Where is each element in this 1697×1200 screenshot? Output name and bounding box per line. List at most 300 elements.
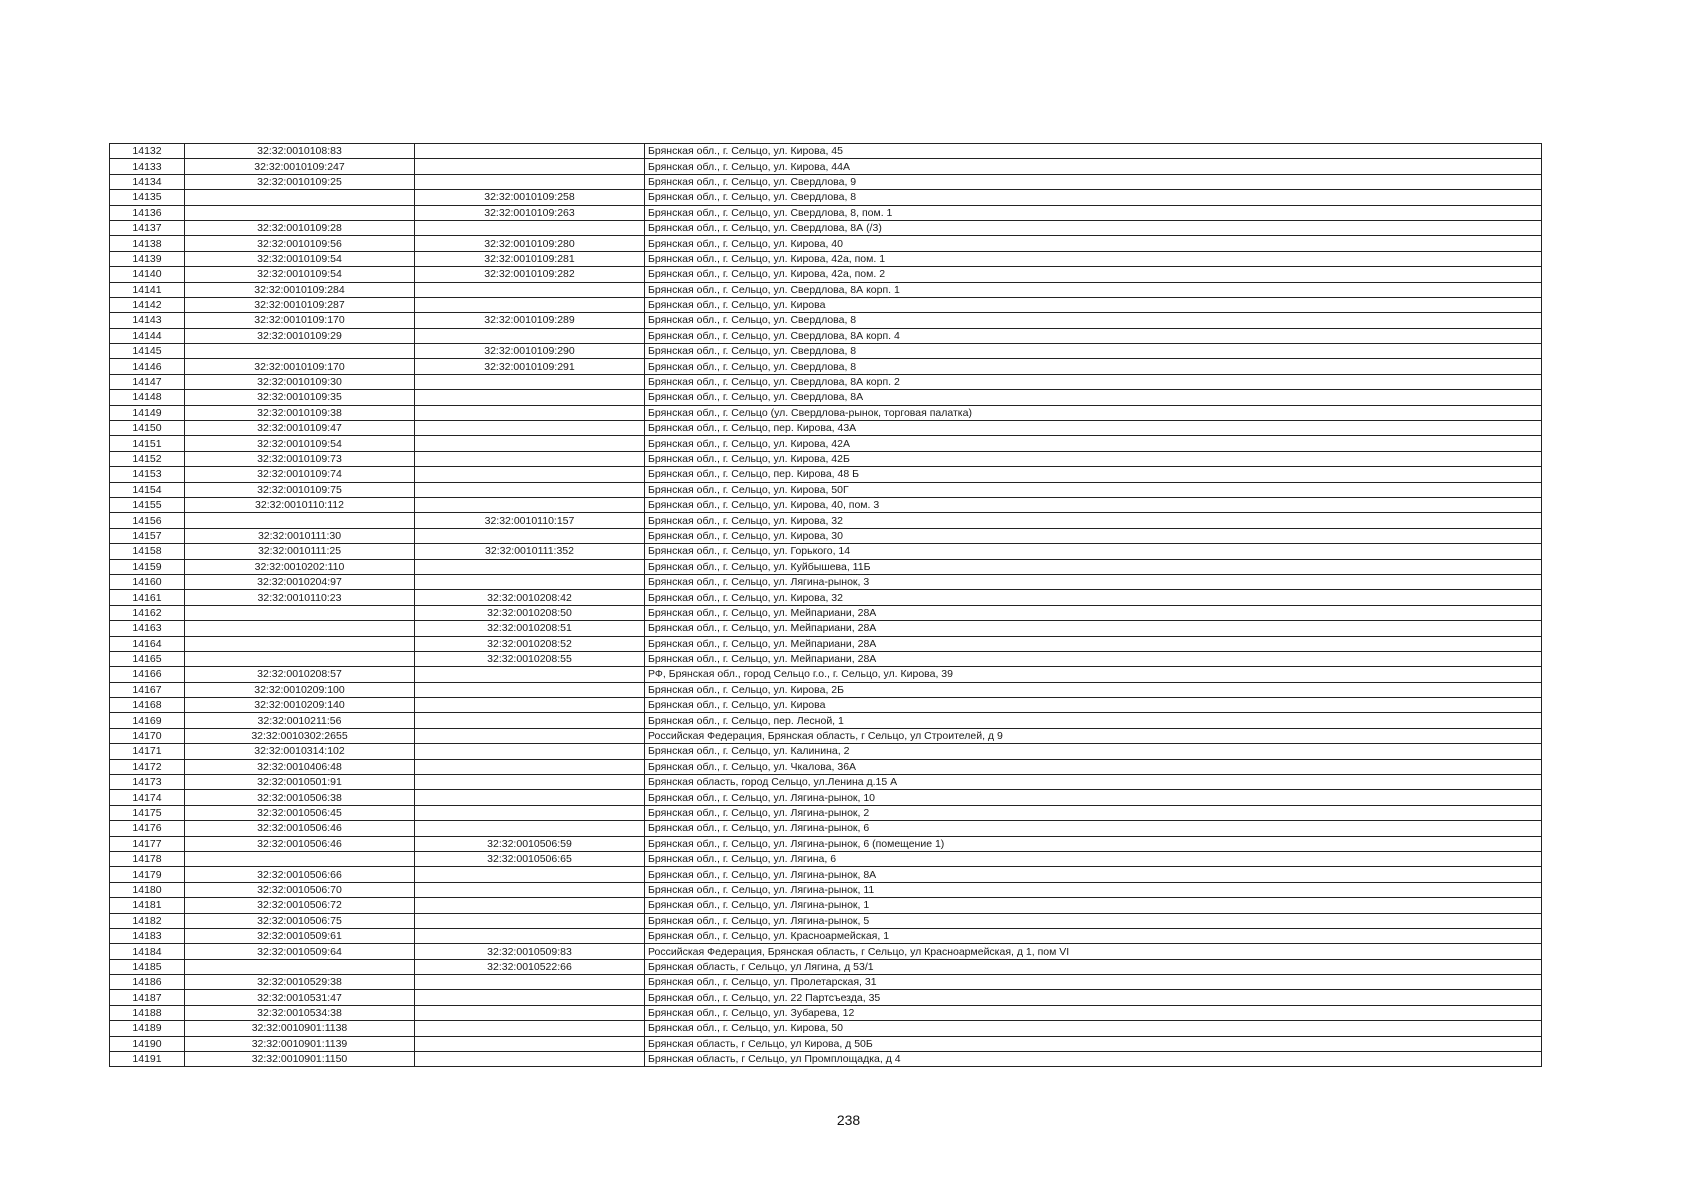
- address-cell: Российская Федерация, Брянская область, г Сельцо, ул Строителей, д 9: [645, 728, 1542, 743]
- related-cadastral-number-cell: [415, 667, 645, 682]
- registry-table-body: [110, 144, 1542, 1067]
- address-cell: Брянская обл., г. Сельцо, ул. Лягина, 6: [645, 851, 1542, 866]
- cadastral-number-cell: 32:32:0010211:56: [185, 713, 415, 728]
- related-cadastral-number-cell: 32:32:0010522:66: [415, 959, 645, 974]
- address-cell: Брянская обл., г. Сельцо, ул. Кирова, 42Б: [645, 451, 1542, 466]
- related-cadastral-number-cell: 32:32:0010208:52: [415, 636, 645, 651]
- row-number-cell: 14187: [110, 990, 185, 1005]
- address-cell: Брянская обл., г. Сельцо, ул. Кирова, 32: [645, 590, 1542, 605]
- related-cadastral-number-cell: 32:32:0010109:289: [415, 313, 645, 328]
- cadastral-number-cell: 32:32:0010209:100: [185, 682, 415, 697]
- table-row: [110, 205, 1542, 220]
- table-row: [110, 159, 1542, 174]
- row-number-cell: 14134: [110, 174, 185, 189]
- related-cadastral-number-cell: [415, 559, 645, 574]
- address-cell: Брянская обл., г. Сельцо, ул. Свердлова, 8А: [645, 390, 1542, 405]
- address-cell: Брянская обл., г. Сельцо, ул. Горького, 14: [645, 544, 1542, 559]
- table-row: [110, 636, 1542, 651]
- cadastral-number-cell: 32:32:0010204:97: [185, 574, 415, 589]
- table-row: [110, 190, 1542, 205]
- address-cell: Брянская обл., г. Сельцо, ул. Свердлова, 8А корп. 1: [645, 282, 1542, 297]
- related-cadastral-number-cell: 32:32:0010506:59: [415, 836, 645, 851]
- related-cadastral-number-cell: 32:32:0010509:83: [415, 944, 645, 959]
- row-number-cell: 14141: [110, 282, 185, 297]
- related-cadastral-number-cell: [415, 990, 645, 1005]
- cadastral-number-cell: 32:32:0010509:64: [185, 944, 415, 959]
- row-number-cell: 14156: [110, 513, 185, 528]
- address-cell: Брянская обл., г. Сельцо, ул. Свердлова, 8: [645, 344, 1542, 359]
- table-row: [110, 267, 1542, 282]
- row-number-cell: 14132: [110, 144, 185, 159]
- related-cadastral-number-cell: [415, 867, 645, 882]
- table-row: [110, 390, 1542, 405]
- related-cadastral-number-cell: [415, 898, 645, 913]
- cadastral-number-cell: 32:32:0010506:38: [185, 790, 415, 805]
- related-cadastral-number-cell: [415, 975, 645, 990]
- table-row: [110, 251, 1542, 266]
- address-cell: Брянская обл., г. Сельцо, ул. Мейпариани, 28А: [645, 605, 1542, 620]
- row-number-cell: 14169: [110, 713, 185, 728]
- address-cell: Брянская область, г Сельцо, ул Лягина, д 53/1: [645, 959, 1542, 974]
- row-number-cell: 14144: [110, 328, 185, 343]
- address-cell: Брянская обл., г. Сельцо, ул. Лягина-рынок, 11: [645, 882, 1542, 897]
- cadastral-number-cell: 32:32:0010529:38: [185, 975, 415, 990]
- row-number-cell: 14147: [110, 374, 185, 389]
- address-cell: РФ, Брянская обл., город Сельцо г.о., г. Сельцо, ул. Кирова, 39: [645, 667, 1542, 682]
- row-number-cell: 14154: [110, 482, 185, 497]
- table-row: [110, 174, 1542, 189]
- related-cadastral-number-cell: [415, 775, 645, 790]
- address-cell: Брянская обл., г. Сельцо, ул. Кирова, 2Б: [645, 682, 1542, 697]
- related-cadastral-number-cell: 32:32:0010109:291: [415, 359, 645, 374]
- cadastral-number-cell: 32:32:0010109:170: [185, 359, 415, 374]
- row-number-cell: 14149: [110, 405, 185, 420]
- related-cadastral-number-cell: 32:32:0010109:280: [415, 236, 645, 251]
- row-number-cell: 14182: [110, 913, 185, 928]
- related-cadastral-number-cell: [415, 821, 645, 836]
- cadastral-number-cell: 32:32:0010109:73: [185, 451, 415, 466]
- cadastral-number-cell: 32:32:0010109:28: [185, 220, 415, 235]
- table-row: [110, 698, 1542, 713]
- related-cadastral-number-cell: [415, 698, 645, 713]
- address-cell: Брянская обл., г. Сельцо, пер. Кирова, 43А: [645, 421, 1542, 436]
- cadastral-number-cell: 32:32:0010109:56: [185, 236, 415, 251]
- page-number: 238: [836, 1112, 861, 1128]
- table-row: [110, 313, 1542, 328]
- cadastral-number-cell: 32:32:0010109:54: [185, 251, 415, 266]
- related-cadastral-number-cell: 32:32:0010208:42: [415, 590, 645, 605]
- related-cadastral-number-cell: [415, 451, 645, 466]
- address-cell: Брянская обл., г. Сельцо, ул. Лягина-рынок, 6 (помещение 1): [645, 836, 1542, 851]
- row-number-cell: 14167: [110, 682, 185, 697]
- related-cadastral-number-cell: [415, 482, 645, 497]
- related-cadastral-number-cell: [415, 759, 645, 774]
- cadastral-number-cell: [185, 959, 415, 974]
- address-cell: Брянская обл., г. Сельцо, ул. Кирова, 50: [645, 1021, 1542, 1036]
- row-number-cell: 14136: [110, 205, 185, 220]
- row-number-cell: 14176: [110, 821, 185, 836]
- related-cadastral-number-cell: [415, 1036, 645, 1051]
- table-row: [110, 405, 1542, 420]
- table-row: [110, 913, 1542, 928]
- table-row: [110, 344, 1542, 359]
- related-cadastral-number-cell: [415, 913, 645, 928]
- row-number-cell: 14189: [110, 1021, 185, 1036]
- related-cadastral-number-cell: [415, 805, 645, 820]
- table-row: [110, 144, 1542, 159]
- row-number-cell: 14173: [110, 775, 185, 790]
- row-number-cell: 14179: [110, 867, 185, 882]
- row-number-cell: 14183: [110, 928, 185, 943]
- cadastral-number-cell: 32:32:0010109:25: [185, 174, 415, 189]
- row-number-cell: 14166: [110, 667, 185, 682]
- row-number-cell: 14171: [110, 744, 185, 759]
- row-number-cell: 14184: [110, 944, 185, 959]
- cadastral-number-cell: 32:32:0010506:66: [185, 867, 415, 882]
- cadastral-number-cell: 32:32:0010109:38: [185, 405, 415, 420]
- table-row: [110, 590, 1542, 605]
- cadastral-number-cell: 32:32:0010208:57: [185, 667, 415, 682]
- address-cell: Брянская обл., г. Сельцо, ул. Кирова, 44А: [645, 159, 1542, 174]
- row-number-cell: 14162: [110, 605, 185, 620]
- table-row: [110, 713, 1542, 728]
- address-cell: Брянская обл., г. Сельцо, ул. Свердлова, 8, пом. 1: [645, 205, 1542, 220]
- table-row: [110, 944, 1542, 959]
- address-cell: Брянская обл., г. Сельцо, ул. Кирова, 40, пом. 3: [645, 497, 1542, 512]
- table-row: [110, 959, 1542, 974]
- address-cell: Брянская обл., г. Сельцо, ул. Чкалова, 36А: [645, 759, 1542, 774]
- address-cell: Брянская область, г Сельцо, ул Промплощадка, д 4: [645, 1052, 1542, 1067]
- cadastral-number-cell: 32:32:0010111:30: [185, 528, 415, 543]
- related-cadastral-number-cell: [415, 297, 645, 312]
- table-row: [110, 528, 1542, 543]
- address-cell: Брянская обл., г. Сельцо, ул. Свердлова, 8: [645, 190, 1542, 205]
- cadastral-number-cell: 32:32:0010109:47: [185, 421, 415, 436]
- row-number-cell: 14181: [110, 898, 185, 913]
- row-number-cell: 14155: [110, 497, 185, 512]
- cadastral-number-cell: 32:32:0010901:1138: [185, 1021, 415, 1036]
- cadastral-number-cell: [185, 344, 415, 359]
- table-row: [110, 513, 1542, 528]
- row-number-cell: 14186: [110, 975, 185, 990]
- table-row: [110, 836, 1542, 851]
- related-cadastral-number-cell: [415, 1005, 645, 1020]
- cadastral-number-cell: 32:32:0010506:75: [185, 913, 415, 928]
- address-cell: Российская Федерация, Брянская область, г Сельцо, ул Красноармейская, д 1, пом VI: [645, 944, 1542, 959]
- address-cell: Брянская обл., г. Сельцо, ул. Лягина-рынок, 2: [645, 805, 1542, 820]
- cadastral-number-cell: 32:32:0010531:47: [185, 990, 415, 1005]
- table-row: [110, 497, 1542, 512]
- row-number-cell: 14137: [110, 220, 185, 235]
- address-cell: Брянская обл., г. Сельцо, ул. Кирова, 40: [645, 236, 1542, 251]
- related-cadastral-number-cell: 32:32:0010109:290: [415, 344, 645, 359]
- cadastral-number-cell: 32:32:0010109:30: [185, 374, 415, 389]
- related-cadastral-number-cell: 32:32:0010208:51: [415, 621, 645, 636]
- address-cell: Брянская обл., г. Сельцо, ул. Красноармейская, 1: [645, 928, 1542, 943]
- related-cadastral-number-cell: 32:32:0010208:50: [415, 605, 645, 620]
- table-row: [110, 775, 1542, 790]
- related-cadastral-number-cell: [415, 159, 645, 174]
- row-number-cell: 14153: [110, 467, 185, 482]
- related-cadastral-number-cell: [415, 882, 645, 897]
- table-row: [110, 220, 1542, 235]
- cadastral-number-cell: [185, 205, 415, 220]
- row-number-cell: 14172: [110, 759, 185, 774]
- related-cadastral-number-cell: [415, 328, 645, 343]
- cadastral-number-cell: [185, 605, 415, 620]
- cadastral-number-cell: 32:32:0010110:112: [185, 497, 415, 512]
- address-cell: Брянская обл., г. Сельцо, ул. Свердлова, 8: [645, 359, 1542, 374]
- row-number-cell: 14164: [110, 636, 185, 651]
- cadastral-number-cell: 32:32:0010110:23: [185, 590, 415, 605]
- cadastral-number-cell: 32:32:0010506:70: [185, 882, 415, 897]
- address-cell: Брянская обл., г. Сельцо, ул. Мейпариани, 28А: [645, 621, 1542, 636]
- cadastral-number-cell: [185, 621, 415, 636]
- row-number-cell: 14185: [110, 959, 185, 974]
- cadastral-number-cell: 32:32:0010509:61: [185, 928, 415, 943]
- table-row: [110, 728, 1542, 743]
- cadastral-number-cell: 32:32:0010109:54: [185, 267, 415, 282]
- cadastral-number-cell: [185, 190, 415, 205]
- address-cell: Брянская обл., г. Сельцо, ул. Кирова: [645, 698, 1542, 713]
- table-row: [110, 328, 1542, 343]
- table-row: [110, 682, 1542, 697]
- address-cell: Брянская обл., г. Сельцо, ул. Лягина-рынок, 8А: [645, 867, 1542, 882]
- row-number-cell: 14174: [110, 790, 185, 805]
- cadastral-number-cell: 32:32:0010109:74: [185, 467, 415, 482]
- related-cadastral-number-cell: 32:32:0010208:55: [415, 651, 645, 666]
- table-row: [110, 559, 1542, 574]
- related-cadastral-number-cell: [415, 282, 645, 297]
- cadastral-number-cell: 32:32:0010314:102: [185, 744, 415, 759]
- table-row: [110, 898, 1542, 913]
- address-cell: Брянская обл., г. Сельцо, ул. Лягина-рынок, 1: [645, 898, 1542, 913]
- related-cadastral-number-cell: [415, 790, 645, 805]
- table-row: [110, 975, 1542, 990]
- related-cadastral-number-cell: [415, 1052, 645, 1067]
- cadastral-number-cell: [185, 513, 415, 528]
- table-row: [110, 544, 1542, 559]
- related-cadastral-number-cell: [415, 436, 645, 451]
- row-number-cell: 14151: [110, 436, 185, 451]
- cadastral-number-cell: 32:32:0010406:48: [185, 759, 415, 774]
- cadastral-number-cell: 32:32:0010109:54: [185, 436, 415, 451]
- address-cell: Брянская обл., г. Сельцо (ул. Свердлова-рынок, торговая палатка): [645, 405, 1542, 420]
- table-row: [110, 805, 1542, 820]
- table-row: [110, 605, 1542, 620]
- address-cell: Брянская обл., г. Сельцо, ул. Свердлова, 8А (/3): [645, 220, 1542, 235]
- related-cadastral-number-cell: [415, 928, 645, 943]
- table-row: [110, 282, 1542, 297]
- related-cadastral-number-cell: [415, 728, 645, 743]
- row-number-cell: 14177: [110, 836, 185, 851]
- row-number-cell: 14178: [110, 851, 185, 866]
- cadastral-number-cell: 32:32:0010302:2655: [185, 728, 415, 743]
- address-cell: Брянская обл., г. Сельцо, ул. Кирова, 45: [645, 144, 1542, 159]
- cadastral-number-cell: [185, 851, 415, 866]
- cadastral-number-cell: 32:32:0010506:45: [185, 805, 415, 820]
- table-row: [110, 1036, 1542, 1051]
- cadastral-number-cell: 32:32:0010901:1139: [185, 1036, 415, 1051]
- cadastral-number-cell: [185, 636, 415, 651]
- cadastral-number-cell: 32:32:0010109:35: [185, 390, 415, 405]
- related-cadastral-number-cell: [415, 220, 645, 235]
- address-cell: Брянская обл., г. Сельцо, ул. Мейпариани, 28А: [645, 636, 1542, 651]
- table-row: [110, 990, 1542, 1005]
- table-row: [110, 1005, 1542, 1020]
- table-row: [110, 359, 1542, 374]
- cadastral-number-cell: 32:32:0010109:247: [185, 159, 415, 174]
- address-cell: Брянская обл., г. Сельцо, ул. Зубарева, 12: [645, 1005, 1542, 1020]
- address-cell: Брянская обл., г. Сельцо, ул. Кирова, 32: [645, 513, 1542, 528]
- cadastral-number-cell: 32:32:0010506:46: [185, 821, 415, 836]
- address-cell: Брянская обл., г. Сельцо, ул. Лягина-рынок, 10: [645, 790, 1542, 805]
- row-number-cell: 14138: [110, 236, 185, 251]
- table-row: [110, 867, 1542, 882]
- table-row: [110, 621, 1542, 636]
- related-cadastral-number-cell: [415, 682, 645, 697]
- related-cadastral-number-cell: [415, 574, 645, 589]
- row-number-cell: 14160: [110, 574, 185, 589]
- table-row: [110, 851, 1542, 866]
- cadastral-number-cell: 32:32:0010901:1150: [185, 1052, 415, 1067]
- cadastral-number-cell: 32:32:0010108:83: [185, 144, 415, 159]
- row-number-cell: 14145: [110, 344, 185, 359]
- related-cadastral-number-cell: 32:32:0010109:281: [415, 251, 645, 266]
- row-number-cell: 14135: [110, 190, 185, 205]
- related-cadastral-number-cell: [415, 144, 645, 159]
- row-number-cell: 14191: [110, 1052, 185, 1067]
- address-cell: Брянская обл., г. Сельцо, пер. Лесной, 1: [645, 713, 1542, 728]
- registry-table: [109, 143, 1542, 1067]
- cadastral-number-cell: [185, 651, 415, 666]
- related-cadastral-number-cell: [415, 390, 645, 405]
- table-row: [110, 744, 1542, 759]
- row-number-cell: 14157: [110, 528, 185, 543]
- table-row: [110, 436, 1542, 451]
- address-cell: Брянская обл., г. Сельцо, ул. Кирова, 30: [645, 528, 1542, 543]
- row-number-cell: 14143: [110, 313, 185, 328]
- table-row: [110, 236, 1542, 251]
- related-cadastral-number-cell: [415, 174, 645, 189]
- table-row: [110, 651, 1542, 666]
- related-cadastral-number-cell: 32:32:0010109:282: [415, 267, 645, 282]
- row-number-cell: 14148: [110, 390, 185, 405]
- cadastral-number-cell: 32:32:0010501:91: [185, 775, 415, 790]
- address-cell: Брянская обл., г. Сельцо, ул. Пролетарская, 31: [645, 975, 1542, 990]
- row-number-cell: 14139: [110, 251, 185, 266]
- table-row: [110, 421, 1542, 436]
- row-number-cell: 14170: [110, 728, 185, 743]
- row-number-cell: 14161: [110, 590, 185, 605]
- related-cadastral-number-cell: [415, 1021, 645, 1036]
- address-cell: Брянская область, город Сельцо, ул.Ленина д.15 А: [645, 775, 1542, 790]
- related-cadastral-number-cell: [415, 405, 645, 420]
- address-cell: Брянская обл., г. Сельцо, ул. Свердлова, 8А корп. 2: [645, 374, 1542, 389]
- table-row: [110, 467, 1542, 482]
- address-cell: Брянская обл., г. Сельцо, ул. Калинина, 2: [645, 744, 1542, 759]
- row-number-cell: 14133: [110, 159, 185, 174]
- table-row: [110, 667, 1542, 682]
- related-cadastral-number-cell: [415, 467, 645, 482]
- related-cadastral-number-cell: 32:32:0010111:352: [415, 544, 645, 559]
- related-cadastral-number-cell: 32:32:0010109:258: [415, 190, 645, 205]
- row-number-cell: 14188: [110, 1005, 185, 1020]
- table-row: [110, 759, 1542, 774]
- address-cell: Брянская обл., г. Сельцо, ул. Мейпариани, 28А: [645, 651, 1542, 666]
- row-number-cell: 14168: [110, 698, 185, 713]
- row-number-cell: 14159: [110, 559, 185, 574]
- related-cadastral-number-cell: [415, 497, 645, 512]
- address-cell: Брянская обл., г. Сельцо, ул. Кирова, 50Г: [645, 482, 1542, 497]
- row-number-cell: 14180: [110, 882, 185, 897]
- cadastral-number-cell: 32:32:0010534:38: [185, 1005, 415, 1020]
- related-cadastral-number-cell: [415, 713, 645, 728]
- address-cell: Брянская обл., г. Сельцо, ул. 22 Партсъезда, 35: [645, 990, 1542, 1005]
- row-number-cell: 14142: [110, 297, 185, 312]
- table-row: [110, 790, 1542, 805]
- related-cadastral-number-cell: 32:32:0010506:65: [415, 851, 645, 866]
- cadastral-number-cell: 32:32:0010109:284: [185, 282, 415, 297]
- row-number-cell: 14165: [110, 651, 185, 666]
- table-row: [110, 482, 1542, 497]
- row-number-cell: 14150: [110, 421, 185, 436]
- table-row: [110, 1021, 1542, 1036]
- address-cell: Брянская обл., г. Сельцо, ул. Лягина-рынок, 6: [645, 821, 1542, 836]
- cadastral-number-cell: 32:32:0010209:140: [185, 698, 415, 713]
- related-cadastral-number-cell: [415, 528, 645, 543]
- cadastral-number-cell: 32:32:0010202:110: [185, 559, 415, 574]
- cadastral-number-cell: 32:32:0010111:25: [185, 544, 415, 559]
- address-cell: Брянская обл., г. Сельцо, ул. Свердлова, 9: [645, 174, 1542, 189]
- address-cell: Брянская обл., г. Сельцо, ул. Свердлова, 8А корп. 4: [645, 328, 1542, 343]
- address-cell: Брянская обл., г. Сельцо, ул. Кирова: [645, 297, 1542, 312]
- address-cell: Брянская обл., г. Сельцо, ул. Кирова, 42а, пом. 1: [645, 251, 1542, 266]
- related-cadastral-number-cell: [415, 744, 645, 759]
- cadastral-number-cell: 32:32:0010506:72: [185, 898, 415, 913]
- row-number-cell: 14158: [110, 544, 185, 559]
- row-number-cell: 14163: [110, 621, 185, 636]
- address-cell: Брянская обл., г. Сельцо, ул. Лягина-рынок, 3: [645, 574, 1542, 589]
- address-cell: Брянская обл., г. Сельцо, ул. Кирова, 42а, пом. 2: [645, 267, 1542, 282]
- related-cadastral-number-cell: 32:32:0010110:157: [415, 513, 645, 528]
- cadastral-number-cell: 32:32:0010506:46: [185, 836, 415, 851]
- table-row: [110, 1052, 1542, 1067]
- address-cell: Брянская обл., г. Сельцо, пер. Кирова, 48 Б: [645, 467, 1542, 482]
- related-cadastral-number-cell: [415, 374, 645, 389]
- cadastral-number-cell: 32:32:0010109:170: [185, 313, 415, 328]
- table-row: [110, 374, 1542, 389]
- address-cell: Брянская обл., г. Сельцо, ул. Куйбышева, 11Б: [645, 559, 1542, 574]
- address-cell: Брянская обл., г. Сельцо, ул. Свердлова, 8: [645, 313, 1542, 328]
- table-row: [110, 821, 1542, 836]
- table-row: [110, 574, 1542, 589]
- table-row: [110, 451, 1542, 466]
- related-cadastral-number-cell: [415, 421, 645, 436]
- related-cadastral-number-cell: 32:32:0010109:263: [415, 205, 645, 220]
- table-row: [110, 928, 1542, 943]
- row-number-cell: 14140: [110, 267, 185, 282]
- row-number-cell: 14190: [110, 1036, 185, 1051]
- address-cell: Брянская область, г Сельцо, ул Кирова, д 50Б: [645, 1036, 1542, 1051]
- row-number-cell: 14146: [110, 359, 185, 374]
- row-number-cell: 14152: [110, 451, 185, 466]
- cadastral-number-cell: 32:32:0010109:287: [185, 297, 415, 312]
- cadastral-number-cell: 32:32:0010109:29: [185, 328, 415, 343]
- row-number-cell: 14175: [110, 805, 185, 820]
- cadastral-number-cell: 32:32:0010109:75: [185, 482, 415, 497]
- address-cell: Брянская обл., г. Сельцо, ул. Кирова, 42А: [645, 436, 1542, 451]
